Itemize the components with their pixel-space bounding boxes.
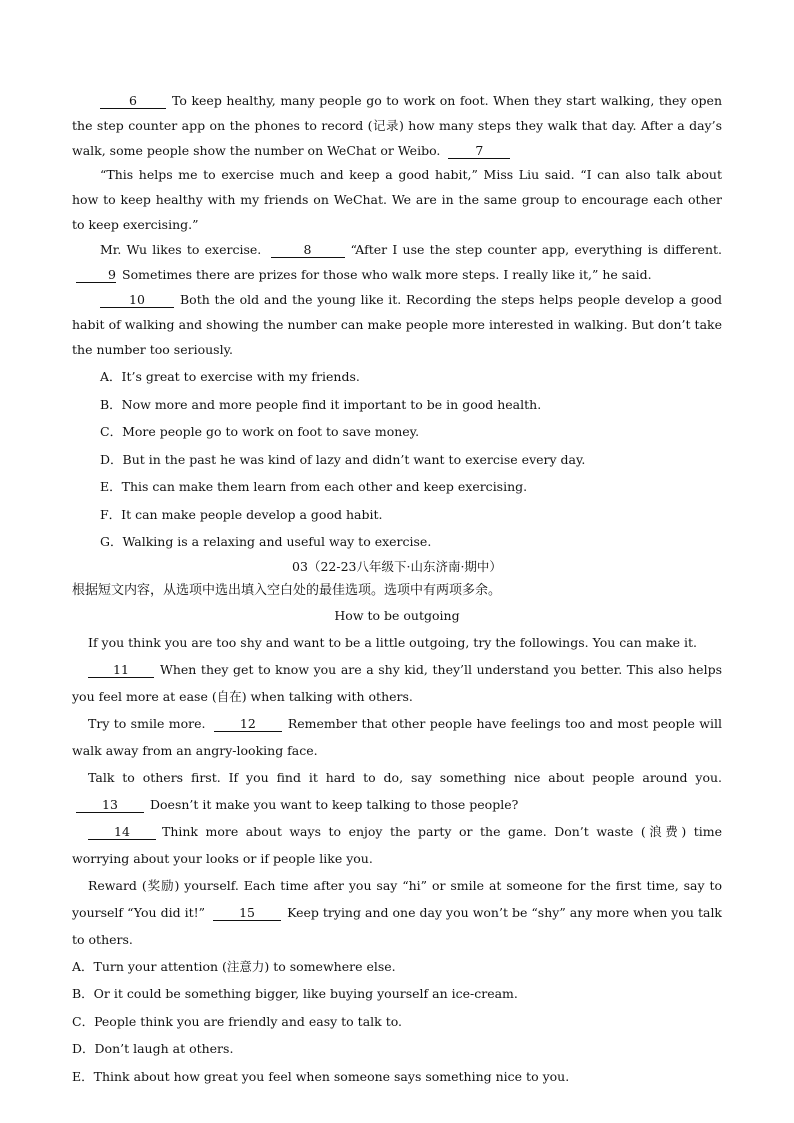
instruction: 根据短文内容，从选项中选出填入空白处的最佳选项。选项中有两项多余。	[72, 582, 502, 598]
blank-8[interactable]: 8	[271, 242, 345, 258]
option-e: E．Think about how great you feel when someone says something nice to you.	[72, 1068, 570, 1084]
sentence-8b: “After I use the step counter app, everything is different.	[350, 242, 723, 257]
paragraph-10	[72, 287, 722, 362]
sentence-12b: Remember that other people have feelings too and most people will walk away from an angry-looking face.	[72, 715, 723, 758]
blank-13[interactable]: 13	[76, 797, 144, 813]
paragraph-12	[72, 710, 722, 764]
section-header: 03（22-23八年级下·山东济南·期中）	[292, 558, 502, 574]
worksheet-page	[72, 88, 722, 1090]
blank-6[interactable]: 6	[100, 93, 166, 109]
option-e: E．This can make them learn from each other and keep exercising.	[100, 479, 528, 494]
options-list-1	[72, 363, 722, 556]
paragraph-8	[72, 237, 722, 287]
blank-7[interactable]: 7	[448, 143, 510, 159]
sentence-9: Sometimes there are prizes for those who walk more steps. I really like it,” he said.	[122, 267, 652, 282]
blank-11[interactable]: 11	[88, 662, 154, 678]
options-list-2	[72, 953, 722, 1091]
option-b: B．Or it could be something bigger, like buying yourself an ice-cream.	[72, 986, 518, 1001]
option-d: D．But in the past he was kind of lazy and didn’t want to exercise every day.	[100, 451, 586, 467]
sentence-14: Think more about ways to enjoy the party or the game. Don’t waste (浪费) time worrying about your looks or if people like you.	[72, 823, 722, 866]
option-a: A．Turn your attention (注意力) to somewhere else.	[72, 958, 396, 974]
sentence-13a: Talk to others first. If you find it hard to do, say something nice about people around you.	[88, 769, 722, 785]
sentence-10: Both the old and the young like it. Recording the steps helps people develop a good habit of walking and showing the number can make people more interested in walking. But don’t take the number too seriously.	[72, 292, 722, 357]
option-a: A．It’s great to exercise with my friends.	[100, 369, 360, 384]
option-g: G．Walking is a relaxing and useful way to exercise.	[100, 534, 432, 549]
paragraph-7: “This helps me to exercise much and keep a good habit,” Miss Liu said. “I can also talk about how to keep healthy with my friends on WeChat. We are in the same group to encourage each other to keep exercising.”	[72, 167, 722, 232]
option-c: C．More people go to work on foot to save money.	[100, 424, 420, 439]
paragraph-6	[72, 88, 722, 163]
option-d: D．Don’t laugh at others.	[72, 1041, 234, 1056]
paragraph-11	[72, 656, 722, 710]
paragraph-intro: If you think you are too shy and want to be a little outgoing, try the followings. You can make it.	[88, 634, 698, 650]
blank-15[interactable]: 15	[213, 905, 281, 921]
paragraph-13	[72, 764, 722, 818]
sentence-12a: Try to smile more.	[88, 715, 206, 731]
paragraph-14	[72, 818, 722, 872]
blank-14[interactable]: 14	[88, 824, 156, 840]
sentence-11: When they get to know you are a shy kid, they’ll understand you better. This also helps you feel more at ease (自在) when talking with others.	[72, 661, 722, 704]
passage-title: How to be outgoing	[334, 607, 460, 623]
blank-10[interactable]: 10	[100, 292, 174, 308]
option-f: F．It can make people develop a good habit.	[100, 506, 383, 522]
sentence-6: To keep healthy, many people go to work on foot. When they start walking, they open the step counter app on the phones to record (记录) how many steps they walk that day. After a day’s walk, some people show the number on WeChat or Weibo.	[72, 93, 722, 158]
sentence-15b: Keep trying and one day you won’t be “shy” any more when you talk to others.	[72, 904, 723, 947]
blank-9[interactable]: 9	[76, 267, 116, 283]
sentence-8a: Mr. Wu likes to exercise.	[100, 242, 262, 257]
paragraph-15	[72, 872, 722, 953]
sentence-15a: Reward (奖励) yourself. Each time after you say “hi” or smile at someone for the first time, say to yourself “You did it!”	[72, 877, 722, 920]
blank-12[interactable]: 12	[214, 716, 282, 732]
option-c: C．People think you are friendly and easy to talk to.	[72, 1013, 402, 1029]
sentence-13b: Doesn’t it make you want to keep talking to those people?	[150, 796, 519, 812]
option-b: B．Now more and more people find it important to be in good health.	[100, 396, 542, 412]
